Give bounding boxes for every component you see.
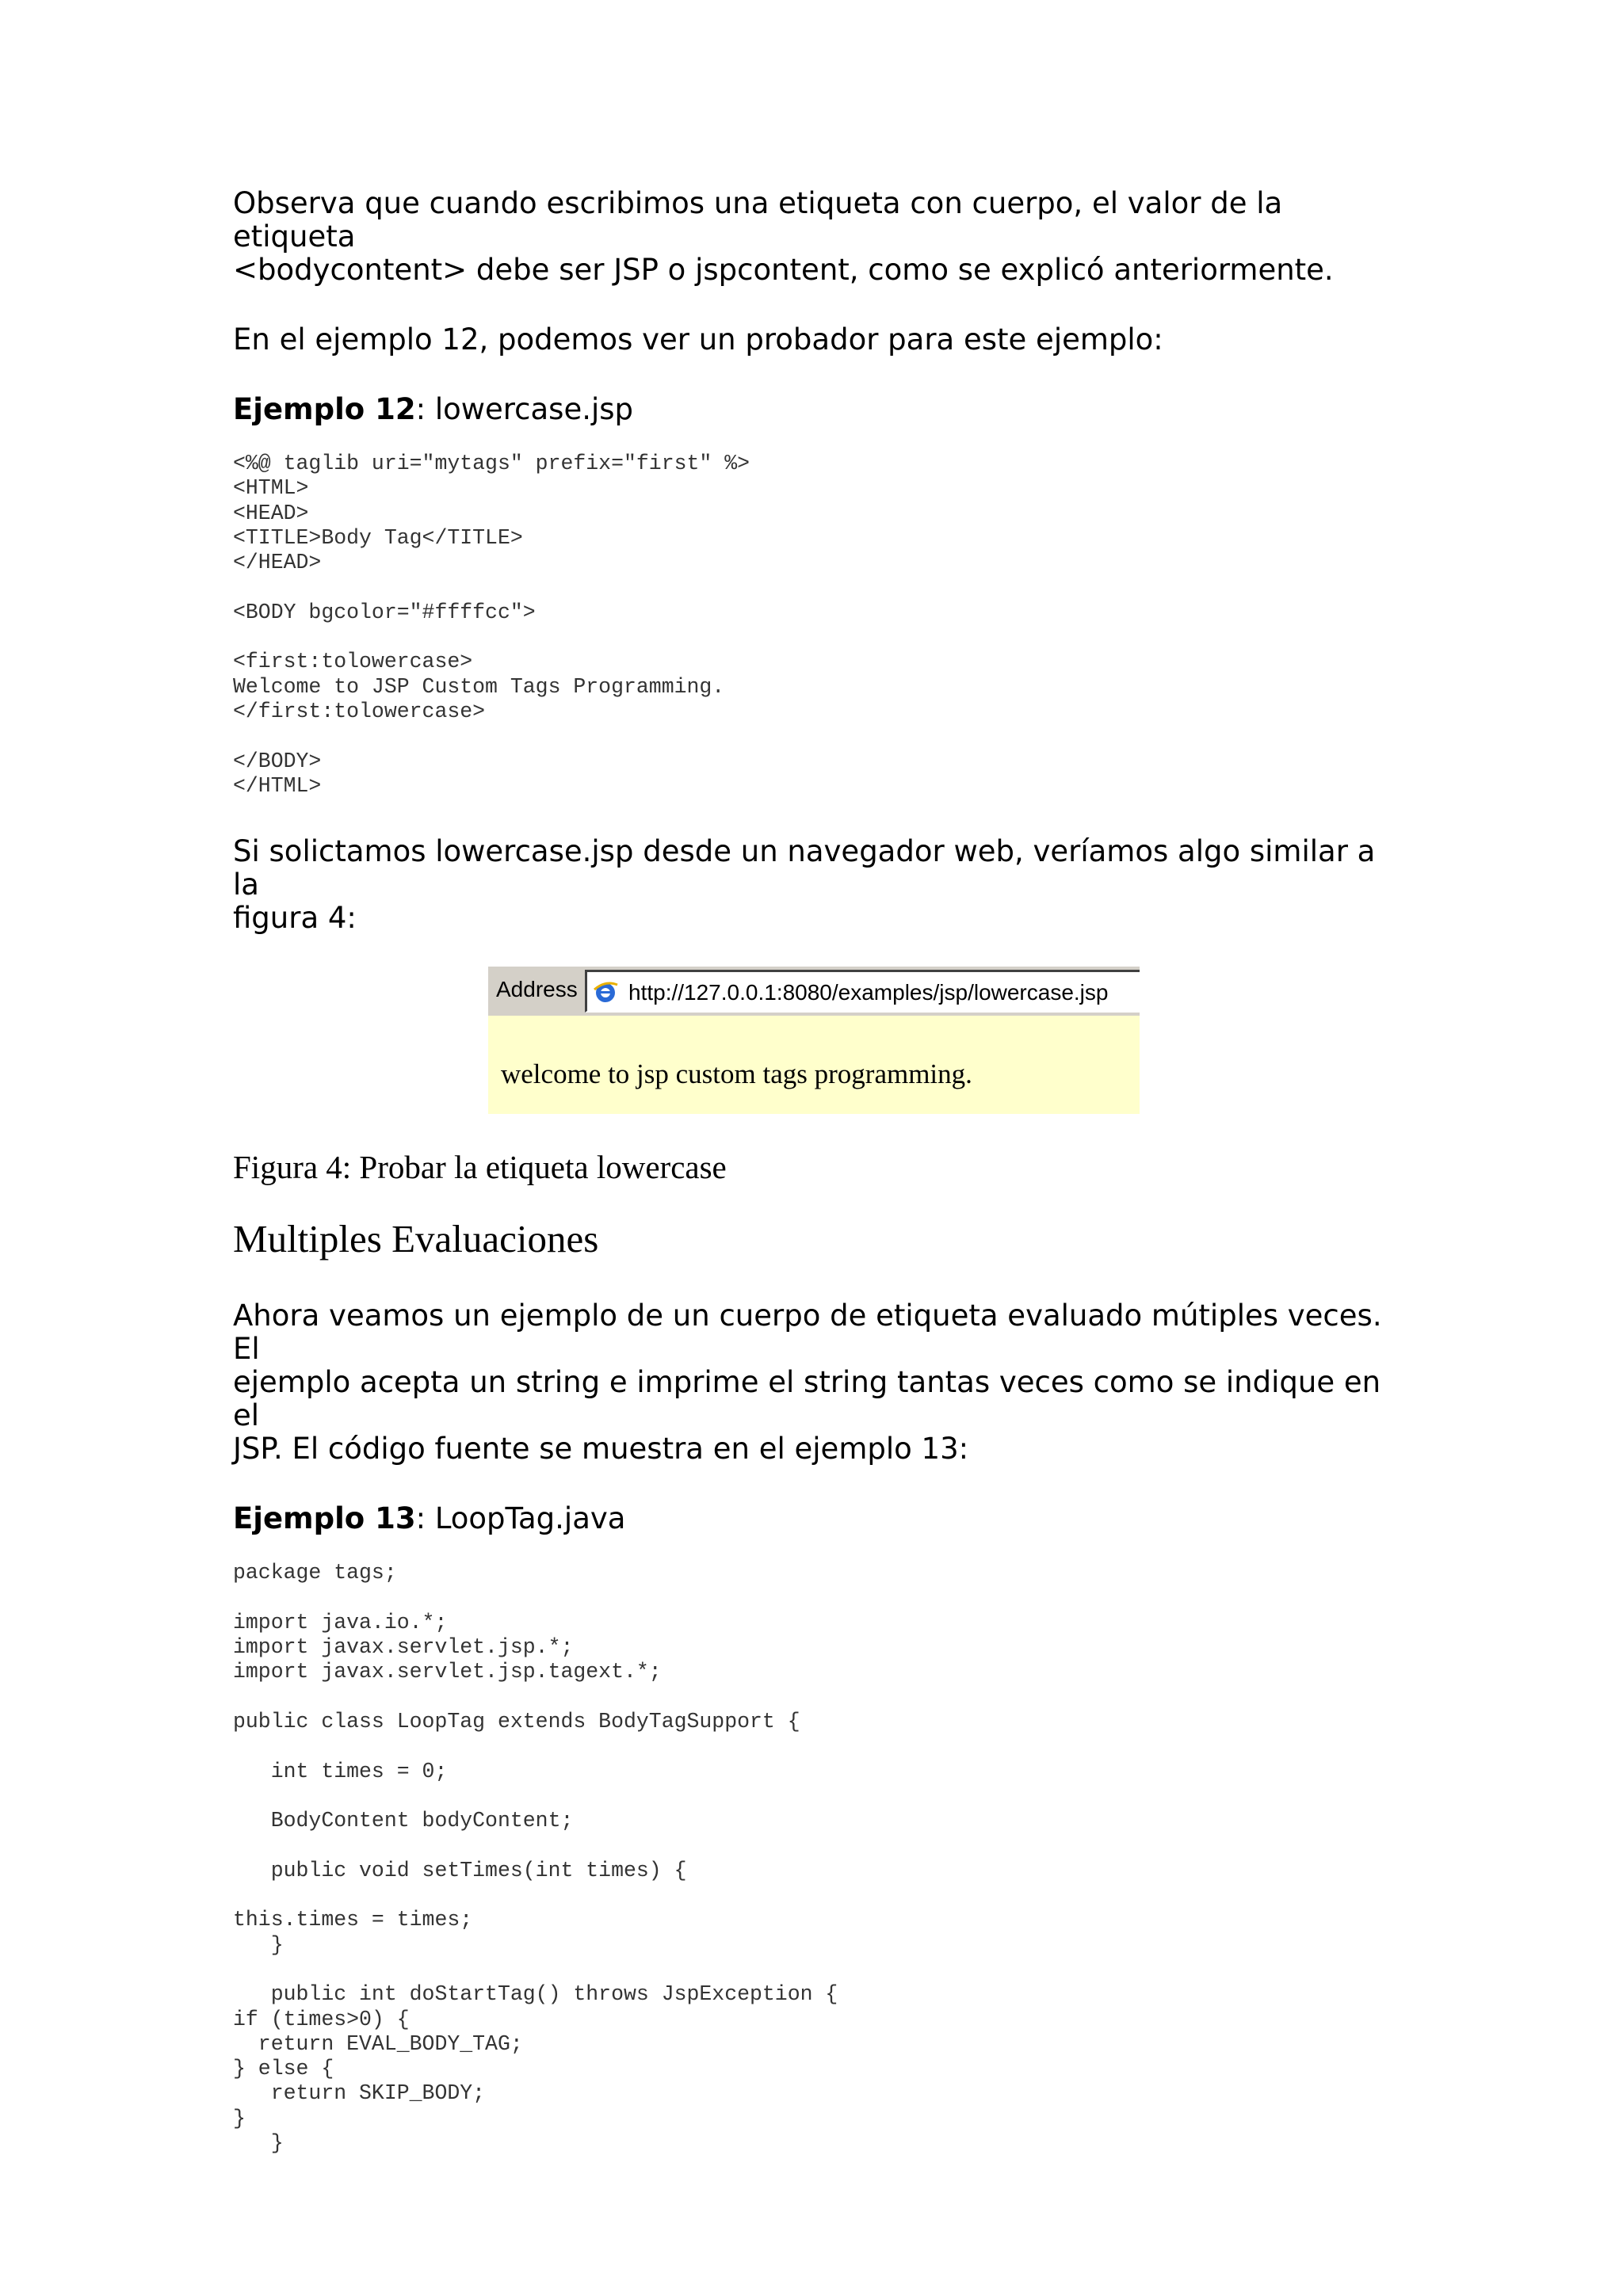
code-line: </first:tolowercase> [233,699,486,723]
code-line: <%@ taglib uri="mytags" prefix="first" %> [233,452,750,475]
example12-separator: : [415,392,435,426]
example12-filename: lowercase.jsp [434,392,634,426]
example13-filename: LoopTag.java [434,1501,626,1536]
figure-body-text: welcome to jsp custom tags programming. [501,1058,972,1090]
code-line: if (times>0) { [233,2007,410,2031]
code-line: Welcome to JSP Custom Tags Programming. [233,674,725,699]
example12-code-block [233,452,1406,799]
code-line [233,1685,1406,1710]
code-line: public class LoopTag extends BodyTagSupport { [233,1709,800,1733]
document-page [233,187,1406,2156]
example12-label: Ejemplo 12 [233,392,416,426]
code-line: public void setTimes(int times) { [233,1858,687,1882]
code-line [233,1833,1406,1858]
code-line: <TITLE>Body Tag</TITLE> [233,525,523,550]
example12-heading [233,393,1406,426]
code-line: import javax.servlet.jsp.*; [233,1635,574,1660]
multiple-evaluations-paragraph [233,1299,1406,1466]
code-line [233,1883,1406,1908]
code-line: int times = 0; [233,1759,448,1783]
address-bar [488,965,1140,1016]
internet-explorer-icon [592,978,619,1005]
code-line: } [233,2106,246,2130]
multiple-line-2: ejemplo acepta un string e imprime el string tantas veces como se indique en el [233,1365,1381,1433]
code-line [233,1958,1406,1982]
code-line [233,1734,1406,1759]
section-title: Multiples Evaluaciones [233,1217,599,1261]
code-line [233,575,1406,600]
request-line-2: figura 4: [233,901,357,936]
address-label: Address [496,977,578,1002]
code-line: </BODY> [233,749,322,773]
code-line: return EVAL_BODY_TAG; [233,2031,523,2056]
code-line: <first:tolowercase> [233,650,473,674]
code-line: <BODY bgcolor="#ffffcc"> [233,600,536,624]
code-line: } [233,2130,284,2155]
example13-label: Ejemplo 13 [233,1501,416,1536]
code-line: import java.io.*; [233,1610,448,1634]
code-line: } [233,1932,284,1957]
code-line [233,1585,1406,1610]
example13-separator: : [415,1501,435,1536]
example13-code-block [233,1561,1406,2156]
code-line: public int doStartTag() throws JspException { [233,1982,838,2007]
multiple-line-3: JSP. El código fuente se muestra en el ejemplo 13: [233,1432,969,1466]
intro-line-1: Observa que cuando escribimos una etiqueta con cuerpo, el valor de la etiqueta [233,186,1283,254]
code-line: this.times = times; [233,1908,473,1932]
code-line: </HEAD> [233,551,322,575]
example12-intro-paragraph: En el ejemplo 12, podemos ver un probador para este ejemplo: [233,322,1163,357]
code-line: import javax.servlet.jsp.tagext.*; [233,1660,662,1684]
multiple-line-1: Ahora veamos un ejemplo de un cuerpo de etiqueta evaluado mútiples veces. El [233,1299,1382,1367]
request-line-1: Si solictamos lowercase.jsp desde un navegador web, veríamos algo similar a la [233,834,1376,902]
address-field[interactable] [585,970,1140,1013]
figure4-caption: Figura 4: Probar la etiqueta lowercase [233,1149,727,1186]
example13-heading [233,1502,1406,1535]
request-paragraph [233,835,1406,935]
code-line: <HEAD> [233,501,309,525]
code-line: } else { [233,2057,334,2081]
browser-screenshot-figure [488,965,1140,1114]
code-line [233,1784,1406,1809]
intro-line-2: <bodycontent> debe ser JSP o jspcontent, como se explicó anteriormente. [233,253,1334,287]
code-line [233,724,1406,749]
code-line: </HTML> [233,773,322,798]
code-line: <HTML> [233,476,309,501]
code-line: return SKIP_BODY; [233,2081,486,2106]
address-url: http://127.0.0.1:8080/examples/jsp/lowercase.jsp [628,980,1109,1005]
code-line: BodyContent bodyContent; [233,1809,574,1833]
code-line: package tags; [233,1561,397,1585]
intro-paragraph [233,187,1406,287]
code-line [233,625,1406,650]
